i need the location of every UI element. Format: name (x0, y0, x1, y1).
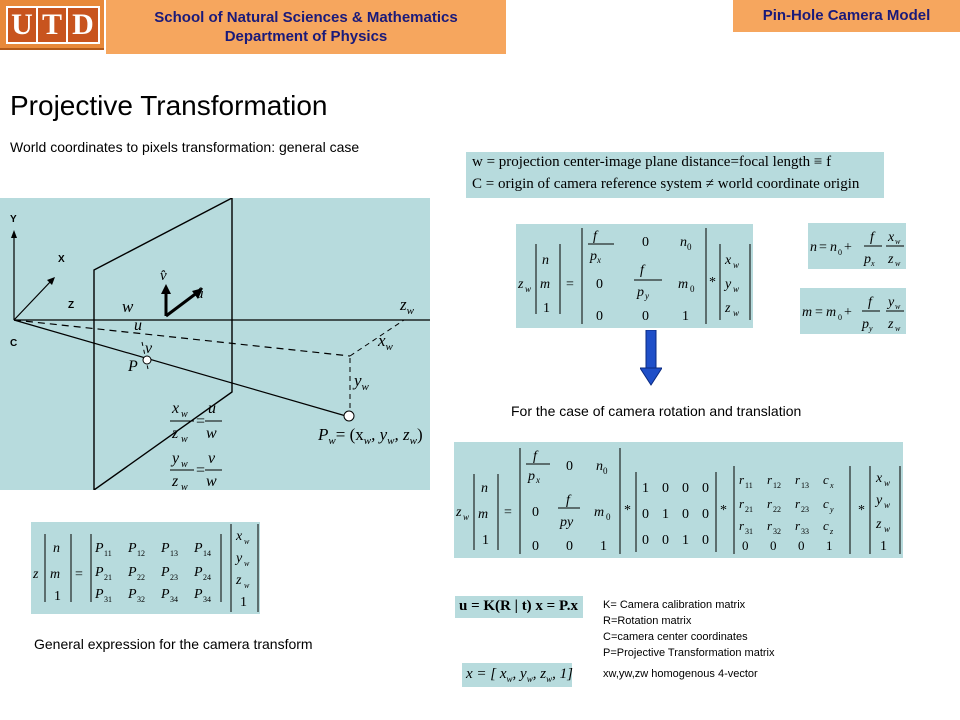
school-name: School of Natural Sciences & Mathematics (154, 9, 458, 26)
svg-text:1: 1 (543, 301, 550, 316)
svg-text:r: r (767, 472, 773, 487)
department-name: Department of Physics (224, 28, 388, 45)
page-subtitle: World coordinates to pixels transformation: general case (10, 139, 360, 155)
svg-text:*: * (624, 503, 631, 518)
svg-text:1: 1 (54, 589, 61, 604)
pw-equation: $P_w= (x_w$, $y_w$, $z_w$) (318, 425, 423, 447)
v-hat-arrow (161, 284, 171, 294)
svg-text:r: r (795, 496, 801, 511)
svg-text:w: w (181, 434, 188, 445)
svg-text:0: 0 (742, 538, 749, 553)
svg-text:p: p (590, 249, 597, 264)
p-label: P (128, 358, 138, 375)
svg-text:x: x (830, 481, 834, 490)
camera-diagram (0, 198, 430, 490)
svg-text:31: 31 (745, 527, 753, 536)
svg-text:0: 0 (596, 309, 603, 324)
svg-text:0: 0 (566, 459, 573, 474)
svg-text:z: z (172, 473, 179, 490)
svg-text:w: w (895, 302, 901, 311)
n-equation (808, 223, 906, 269)
svg-text:n: n (542, 253, 549, 268)
svg-text:p: p (862, 317, 869, 332)
svg-text:f: f (566, 493, 570, 508)
u-equation: u = K(R | t) x = P.x (459, 598, 579, 614)
svg-text:22: 22 (137, 573, 145, 582)
svg-text:1: 1 (240, 595, 247, 610)
point-pw (344, 411, 354, 421)
svg-text:p: p (637, 285, 644, 300)
svg-text:0: 0 (702, 481, 709, 496)
svg-text:w: w (206, 425, 217, 442)
svg-text:x: x (236, 529, 243, 544)
logo-letter-u: U (6, 6, 38, 44)
svg-text:13: 13 (801, 481, 809, 490)
svg-text:r: r (767, 496, 773, 511)
rotation-caption: For the case of camera rotation and translation (511, 403, 802, 419)
svg-text:14: 14 (203, 549, 211, 558)
svg-text:0: 0 (662, 533, 669, 548)
svg-text:0: 0 (642, 507, 649, 522)
legend-p: P=Projective Transformation matrix (603, 647, 775, 659)
utd-logo (0, 0, 104, 50)
svg-text:21: 21 (745, 505, 753, 514)
dashed-ray-1 (14, 320, 350, 356)
svg-text:0: 0 (566, 539, 573, 554)
svg-text:P: P (128, 587, 137, 602)
svg-text:32: 32 (773, 527, 781, 536)
svg-text:x: x (725, 253, 732, 268)
svg-text:w: w (733, 260, 740, 270)
svg-text:n: n (830, 240, 837, 255)
svg-text:0: 0 (687, 242, 692, 252)
origin-c-label: C (10, 338, 18, 349)
svg-text:1: 1 (600, 539, 607, 554)
svg-text:m: m (594, 505, 605, 520)
svg-text:31: 31 (104, 595, 112, 604)
svg-text:P: P (194, 565, 203, 580)
svg-text:23: 23 (801, 505, 809, 514)
svg-text:1: 1 (880, 539, 887, 554)
svg-text:w: w (895, 259, 901, 268)
axis-x-label: X (58, 254, 65, 265)
svg-text:34: 34 (203, 595, 211, 604)
legend-k: K= Camera calibration matrix (603, 599, 746, 611)
svg-text:z: z (172, 425, 179, 442)
svg-text:+: + (844, 240, 852, 255)
svg-text:z: z (830, 527, 834, 536)
svg-text:f: f (533, 449, 537, 464)
svg-text:0: 0 (596, 277, 603, 292)
svg-text:c: c (823, 496, 829, 511)
page-title: Projective Transformation (10, 90, 328, 121)
definition-line-2: C = origin of camera reference system ≠ world coordinate origin (472, 176, 860, 192)
ratio-equation-x (170, 400, 222, 445)
svg-text:z: z (725, 301, 731, 316)
rotation-matrix-equation (454, 442, 903, 558)
projection-ray (14, 320, 346, 416)
svg-text:z: z (236, 573, 242, 588)
svg-text:0: 0 (532, 539, 539, 554)
svg-text:0: 0 (642, 533, 649, 548)
svg-text:11: 11 (745, 481, 753, 490)
svg-text:13: 13 (170, 549, 178, 558)
svg-text:w: w (895, 324, 901, 333)
axis-y-label: Y (10, 214, 17, 225)
svg-text:y: y (830, 505, 834, 514)
svg-text:0: 0 (662, 481, 669, 496)
svg-text:w: w (181, 459, 188, 470)
definition-line-1: w = projection center-image plane distance=focal length ≡ f (472, 154, 832, 170)
svg-text:w: w (884, 524, 891, 534)
svg-text:m: m (478, 507, 489, 522)
vector-note: xw,yw,zw homogenous 4-vector (603, 668, 758, 680)
axis-z-label: Z (68, 300, 75, 311)
svg-text:=: = (566, 277, 574, 292)
svg-text:r: r (795, 518, 801, 533)
point-p (143, 356, 151, 364)
svg-text:w: w (244, 537, 250, 546)
svg-text:w: w (181, 409, 188, 420)
svg-text:0: 0 (642, 235, 649, 250)
svg-text:y: y (869, 324, 873, 333)
logo-letter-d: D (66, 6, 100, 44)
svg-text:33: 33 (801, 527, 809, 536)
x-equation: x = [ $x_w$, $y_w$, $z_w$, 1] (466, 666, 573, 684)
svg-text:w: w (181, 482, 188, 490)
svg-text:m: m (540, 277, 551, 292)
svg-text:11: 11 (104, 549, 112, 558)
svg-text:P: P (161, 565, 170, 580)
svg-text:P: P (194, 587, 203, 602)
school-header (106, 0, 506, 54)
u-hat-vector (166, 292, 198, 316)
down-arrow-icon (640, 330, 662, 386)
svg-text:0: 0 (838, 313, 842, 322)
svg-text:p: p (864, 252, 871, 267)
v-label: v (145, 340, 153, 357)
svg-text:P: P (161, 541, 170, 556)
svg-text:=: = (196, 462, 206, 479)
svg-text:22: 22 (773, 505, 781, 514)
svg-text:*: * (720, 503, 727, 518)
general-caption: General expression for the camera transform (34, 636, 313, 652)
svg-text:P: P (128, 541, 137, 556)
svg-text:v: v (208, 450, 216, 467)
svg-text:P: P (95, 565, 104, 580)
svg-text:y: y (725, 277, 732, 292)
svg-text:z: z (888, 317, 894, 332)
svg-text:x: x (871, 259, 875, 268)
svg-text:0: 0 (798, 538, 805, 553)
svg-text:f: f (593, 229, 597, 244)
svg-text:z: z (876, 517, 882, 532)
svg-text:c: c (823, 518, 829, 533)
legend (603, 597, 774, 661)
svg-text:24: 24 (203, 573, 211, 582)
svg-text:=: = (196, 413, 206, 430)
svg-text:r: r (739, 496, 745, 511)
svg-text:23: 23 (170, 573, 178, 582)
svg-text:1: 1 (662, 507, 669, 522)
svg-text:w: w (733, 284, 740, 294)
svg-text:=: = (819, 240, 827, 255)
xw-label: $x_w$ (378, 331, 393, 353)
svg-text:w: w (895, 237, 901, 246)
svg-text:z: z (518, 277, 524, 292)
svg-text:x: x (172, 400, 180, 417)
svg-text:w: w (463, 512, 470, 522)
svg-text:12: 12 (137, 549, 145, 558)
svg-text:n: n (481, 481, 488, 496)
zw-label: $z_w$ (400, 295, 414, 317)
svg-text:1: 1 (682, 309, 689, 324)
logo-letter-t: T (36, 6, 68, 44)
svg-text:34: 34 (170, 595, 178, 604)
svg-text:y: y (172, 450, 180, 467)
svg-text:1: 1 (826, 538, 833, 553)
svg-text:z: z (33, 567, 39, 582)
v-hat-label: v̂ (160, 268, 167, 284)
svg-text:z: z (888, 252, 894, 267)
svg-text:w: w (733, 308, 740, 318)
svg-text:12: 12 (773, 481, 781, 490)
svg-text:u: u (208, 400, 216, 417)
dashed-xw (350, 320, 404, 356)
svg-text:m: m (50, 567, 61, 582)
svg-text:n: n (53, 541, 60, 556)
svg-text:0: 0 (606, 512, 611, 522)
svg-text:0: 0 (702, 507, 709, 522)
yw-label: $y_w$ (354, 371, 369, 393)
svg-text:r: r (739, 518, 745, 533)
svg-text:w: w (884, 500, 891, 510)
svg-text:x: x (597, 255, 601, 265)
svg-text:1: 1 (642, 481, 649, 496)
svg-text:m: m (826, 305, 837, 320)
svg-text:=: = (504, 505, 512, 520)
w-label: w (122, 297, 134, 316)
legend-c: C=camera center coordinates (603, 631, 748, 643)
svg-text:r: r (795, 472, 801, 487)
svg-text:y: y (876, 493, 883, 508)
svg-text:0: 0 (682, 507, 689, 522)
svg-text:c: c (823, 472, 829, 487)
svg-text:P: P (95, 587, 104, 602)
svg-text:+: + (844, 305, 852, 320)
svg-text:w: w (884, 478, 891, 488)
svg-text:32: 32 (137, 595, 145, 604)
svg-text:x: x (888, 230, 895, 245)
svg-text:w: w (244, 559, 250, 568)
svg-text:w: w (525, 284, 532, 294)
y-axis-arrow (11, 230, 17, 238)
u-hat-label: û (196, 286, 204, 302)
u-label: u (134, 317, 142, 334)
svg-text:py: py (560, 515, 574, 530)
projection-matrix-equation (516, 224, 753, 328)
svg-text:m: m (802, 305, 813, 320)
svg-text:x: x (876, 471, 883, 486)
image-plane (94, 198, 232, 490)
ratio-equation-y (170, 450, 222, 490)
svg-text:f: f (868, 295, 872, 310)
svg-text:w: w (244, 581, 250, 590)
svg-text:z: z (456, 505, 462, 520)
svg-text:n: n (680, 235, 687, 250)
svg-text:1: 1 (682, 533, 689, 548)
svg-text:0: 0 (702, 533, 709, 548)
svg-text:21: 21 (104, 573, 112, 582)
svg-text:y: y (645, 291, 649, 301)
svg-text:0: 0 (838, 248, 842, 257)
general-matrix-equation (31, 522, 260, 614)
svg-text:m: m (678, 277, 689, 292)
svg-text:0: 0 (642, 309, 649, 324)
svg-text:P: P (194, 541, 203, 556)
svg-text:1: 1 (482, 533, 489, 548)
legend-r: R=Rotation matrix (603, 615, 692, 627)
svg-text:r: r (767, 518, 773, 533)
topic-header: Pin-Hole Camera Model (733, 0, 960, 32)
svg-text:w: w (206, 473, 217, 490)
svg-text:0: 0 (532, 505, 539, 520)
svg-text:0: 0 (690, 284, 695, 294)
svg-text:0: 0 (770, 538, 777, 553)
svg-text:y: y (236, 551, 243, 566)
svg-text:0: 0 (603, 466, 608, 476)
svg-text:x: x (536, 475, 540, 485)
svg-text:=: = (75, 567, 83, 582)
svg-text:y: y (888, 295, 895, 310)
svg-text:0: 0 (682, 481, 689, 496)
svg-text:p: p (528, 469, 535, 484)
definitions-box (466, 152, 884, 198)
svg-text:*: * (709, 275, 716, 290)
svg-text:P: P (128, 565, 137, 580)
m-equation (800, 288, 906, 334)
x-axis (14, 280, 52, 320)
svg-text:n: n (810, 240, 817, 255)
svg-text:n: n (596, 459, 603, 474)
svg-text:f: f (870, 230, 874, 245)
svg-text:*: * (858, 503, 865, 518)
svg-text:f: f (640, 263, 644, 278)
svg-text:r: r (739, 472, 745, 487)
svg-text:=: = (815, 305, 823, 320)
svg-text:P: P (161, 587, 170, 602)
svg-text:P: P (95, 541, 104, 556)
